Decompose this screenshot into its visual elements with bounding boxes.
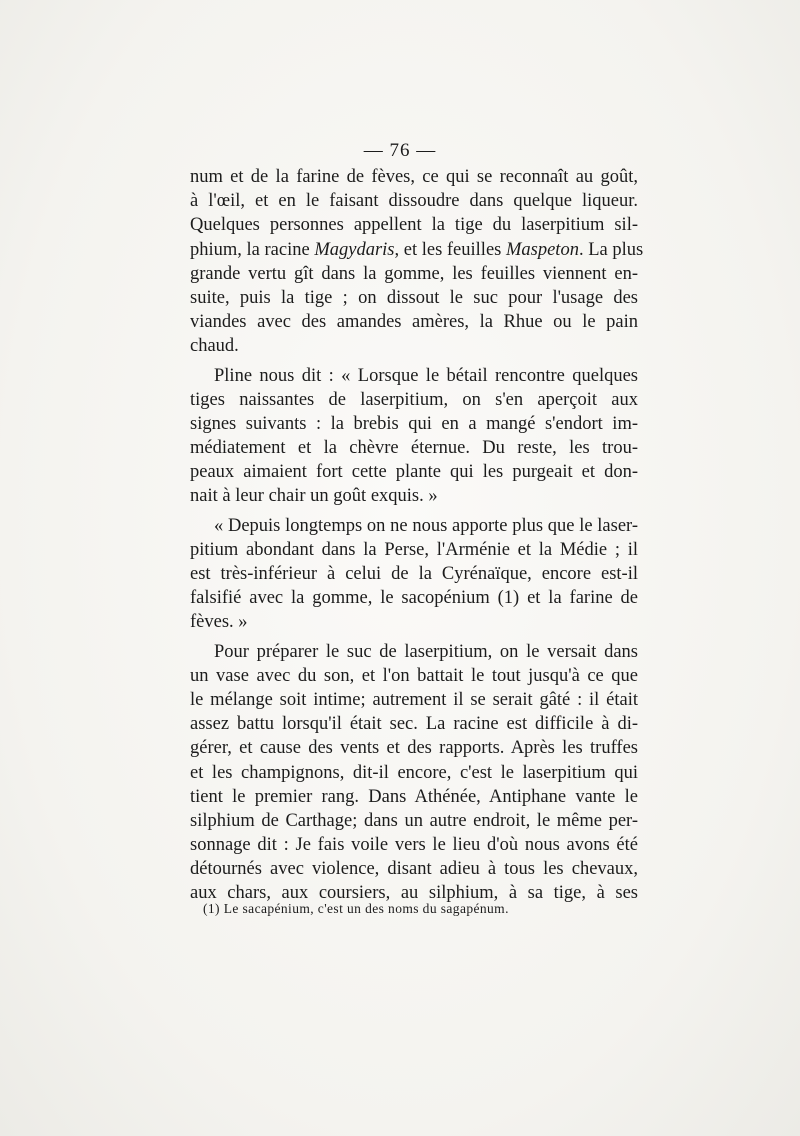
text-line: fèves. » bbox=[190, 612, 248, 633]
text-line: phium, la racine Magydaris, et les feuilles Maspeton. La plus bbox=[190, 239, 644, 260]
text-line: tient le premier rang. Dans Athénée, Antiphane vante le bbox=[190, 786, 638, 807]
text-line: est très-inférieur à celui de la Cyrénaïque, encore est-il bbox=[190, 564, 638, 584]
text-line: le mélange soit intime; autrement il se serait gâté : il était bbox=[190, 689, 638, 710]
text-line: et les champignons, dit-il encore, c'est le laserpitium qui bbox=[190, 762, 638, 783]
paragraph-3 bbox=[190, 514, 638, 635]
text-line: suite, puis la tige ; on dissout le suc pour l'usage des bbox=[190, 287, 638, 308]
text-line: aux chars, aux coursiers, au silphium, à sa tige, à ses bbox=[190, 883, 638, 904]
text-line: sonnage dit : Je fais voile vers le lieu d'où nous avons été bbox=[190, 835, 638, 856]
footnote: (1) Le sacapénium, c'est un des noms du sagapénum. bbox=[203, 901, 509, 916]
text-line: à l'œil, et en le faisant dissoudre dans quelque liqueur. bbox=[190, 191, 638, 212]
text-line: un vase avec du son, et l'on battait le tout jusqu'à ce que bbox=[190, 665, 638, 686]
text-line: gérer, et cause des vents et des rapports. Après les truffes bbox=[190, 738, 638, 759]
paragraph-1 bbox=[190, 165, 644, 359]
text-line: Quelques personnes appellent la tige du laserpitium sil- bbox=[190, 215, 638, 236]
text-line: chaud. bbox=[190, 336, 239, 357]
text-line: assez battu lorsqu'il était sec. La racine est difficile à di- bbox=[190, 714, 638, 735]
text-line: détournés avec violence, disant adieu à tous les chevaux, bbox=[190, 859, 638, 880]
text-line: tiges naissantes de laserpitium, on s'en aperçoit aux bbox=[190, 389, 638, 410]
body-text bbox=[190, 165, 644, 906]
page-number: — 76 — bbox=[363, 140, 437, 161]
paragraph-2 bbox=[190, 364, 638, 509]
paragraph-4 bbox=[190, 640, 638, 906]
text-line: médiatement et la chèvre éternue. Du reste, les trou- bbox=[190, 438, 638, 459]
text-line: num et de la farine de fèves, ce qui se reconnaît au goût, bbox=[190, 167, 638, 187]
text-line: silphium de Carthage; dans un autre endroit, le même per- bbox=[190, 810, 638, 831]
text-line: viandes avec des amandes amères, la Rhue ou le pain bbox=[190, 312, 638, 333]
text-line: pitium abondant dans la Perse, l'Arménie et la Médie ; il bbox=[190, 539, 638, 560]
text-line: peaux aimaient fort cette plante qui les purgeait et don- bbox=[190, 462, 638, 483]
text-line: falsifié avec la gomme, le sacopénium (1) et la farine de bbox=[190, 588, 638, 609]
text-line: nait à leur chair un goût exquis. » bbox=[190, 486, 438, 507]
text-line: Pour préparer le suc de laserpitium, on le versait dans bbox=[214, 641, 638, 662]
text-line: « Depuis longtemps on ne nous apporte plus que le laser- bbox=[214, 515, 638, 536]
text-line: signes suivants : la brebis qui en a mangé s'endort im- bbox=[190, 413, 638, 434]
text-line: Pline nous dit : « Lorsque le bétail rencontre quelques bbox=[214, 365, 638, 386]
text-line: grande vertu gît dans la gomme, les feuilles viennent en- bbox=[190, 263, 638, 284]
